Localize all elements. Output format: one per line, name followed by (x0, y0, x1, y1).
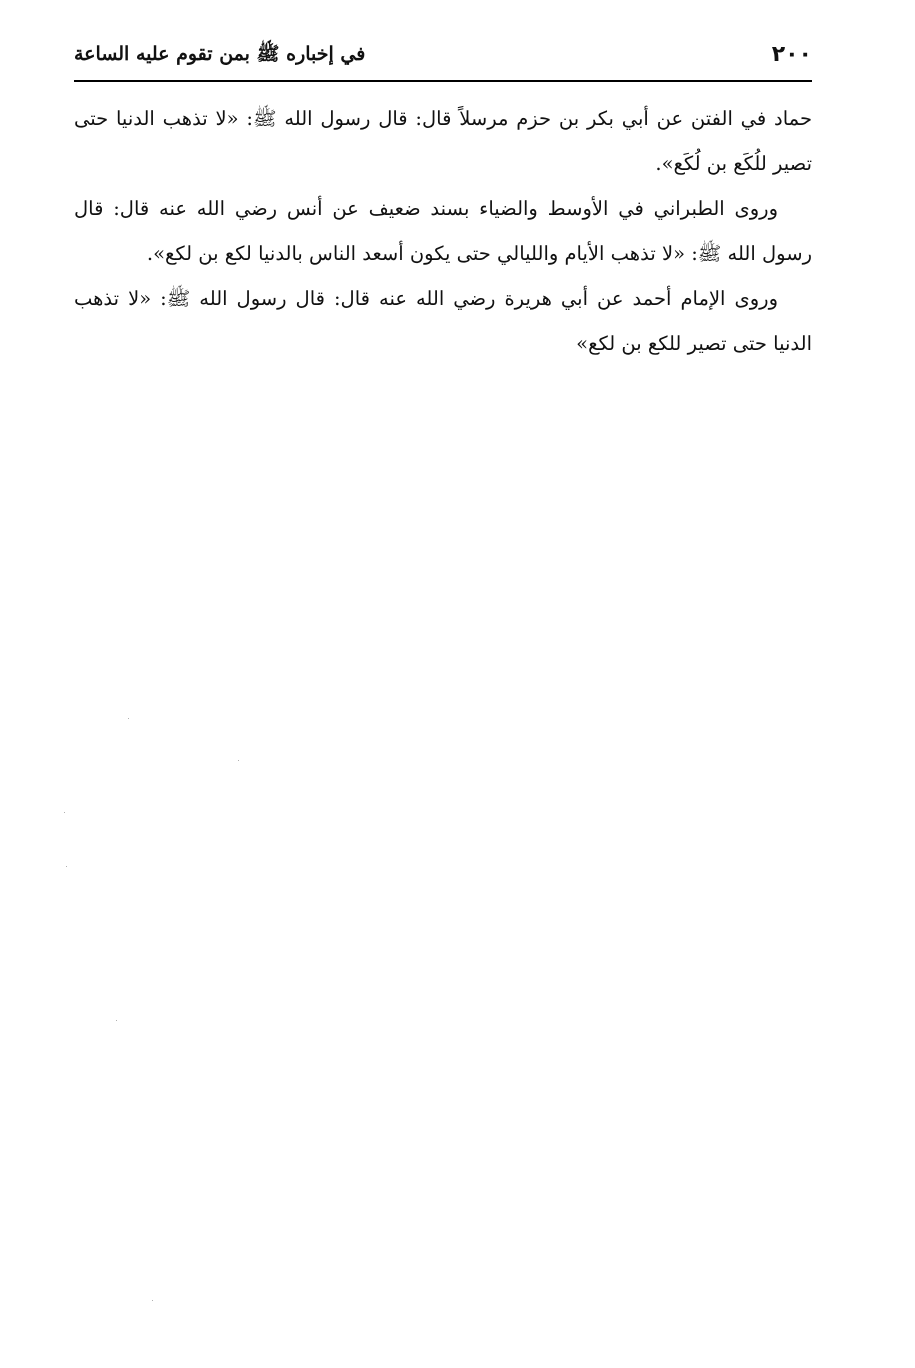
scan-speck (238, 760, 239, 761)
paragraph-2: وروى الطبراني في الأوسط والضياء بسند ضعيف عن أنس رضي الله عنه قال: قال رسول الله ﷺ: «لا تذهب الأيام والليالي حتى يكون أسعد الناس بالدنيا لكع بن لكع». (74, 197, 812, 265)
body-text (74, 96, 812, 366)
scan-speck (152, 1300, 153, 1301)
running-title: في إخباره ﷺ بمن تقوم عليه الساعة (74, 43, 366, 65)
scan-speck (128, 718, 129, 719)
scan-speck (66, 866, 67, 867)
header-rule (74, 80, 812, 82)
page-header (74, 40, 812, 80)
scan-speck (116, 1020, 117, 1021)
scan-speck (64, 812, 65, 813)
paragraph-3: وروى الإمام أحمد عن أبي هريرة رضي الله عنه قال: قال رسول الله ﷺ: «لا تذهب الدنيا حتى تصير للكع بن لكع» (74, 287, 812, 355)
page-number: ٢٠٠ (771, 42, 812, 67)
paragraph-1: حماد في الفتن عن أبي بكر بن حزم مرسلاً قال: قال رسول الله ﷺ: «لا تذهب الدنيا حتى تصير للُكَع بن لُكَع». (74, 107, 812, 175)
